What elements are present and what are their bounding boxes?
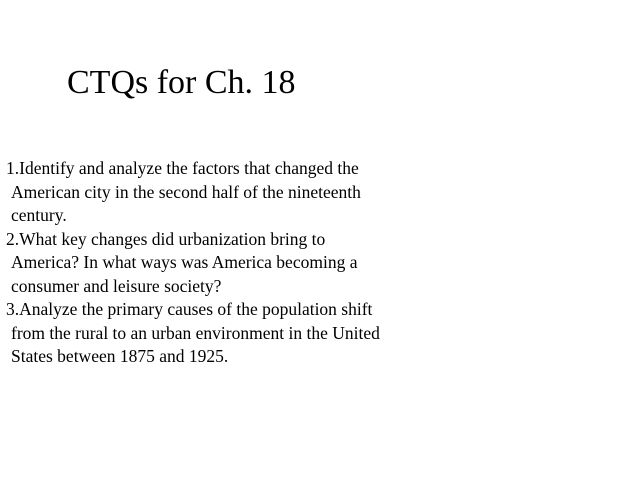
question-line: consumer and leisure society? <box>11 275 222 296</box>
question-line: States between 1875 and 1925. <box>11 346 229 366</box>
slide-title: CTQs for Ch. 18 <box>67 64 296 101</box>
question-line: century. <box>11 205 67 225</box>
question-line: American city in the second half of the nineteenth <box>11 181 361 202</box>
question-1 <box>6 157 506 228</box>
question-3 <box>6 298 506 369</box>
question-list <box>6 157 506 369</box>
question-2 <box>6 228 506 299</box>
question-line: America? In what ways was America becoming a <box>11 252 358 272</box>
question-line: 1.Identify and analyze the factors that changed the <box>6 158 359 178</box>
question-line: 2.What key changes did urbanization bring to <box>6 228 326 249</box>
question-line: 3.Analyze the primary causes of the population shift <box>6 299 373 319</box>
question-line: from the rural to an urban environment in the United <box>11 322 380 343</box>
